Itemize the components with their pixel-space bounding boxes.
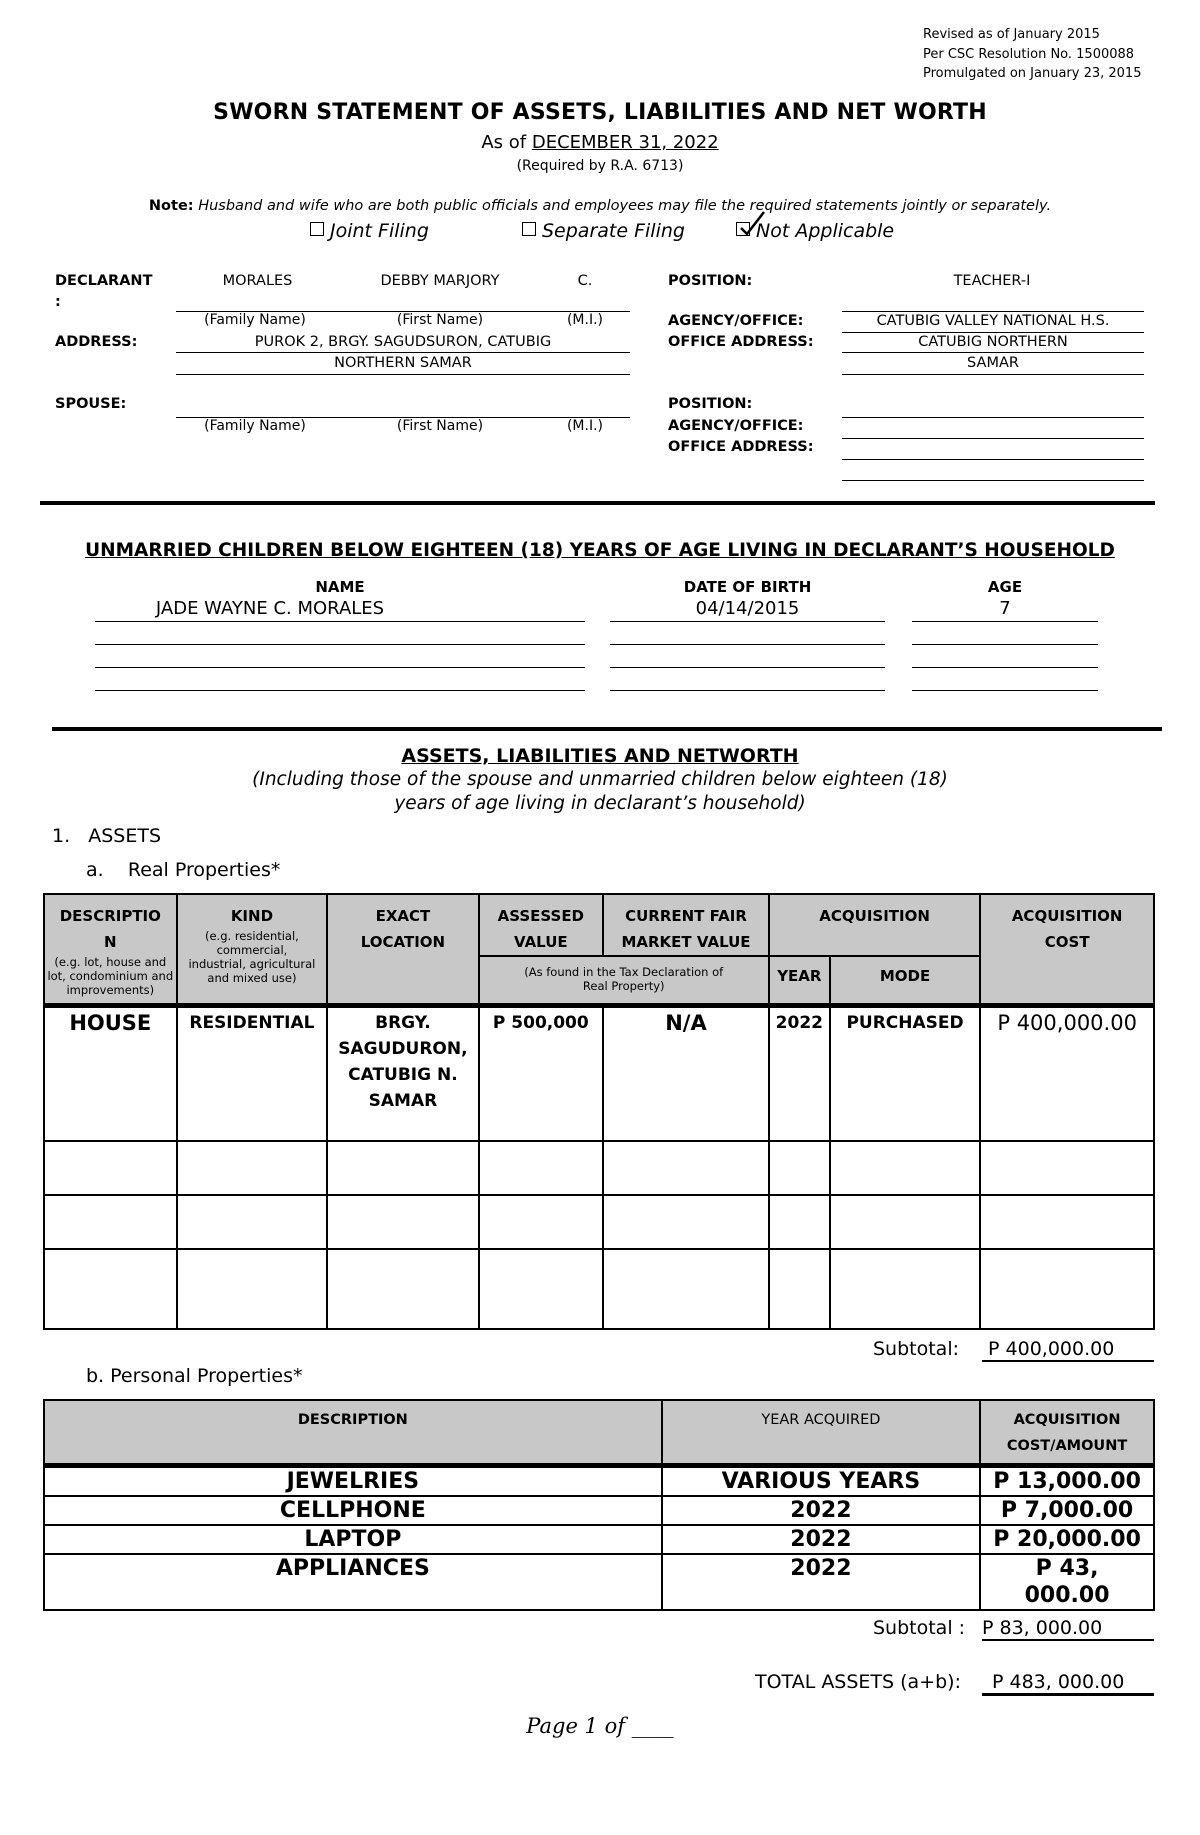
child-dob-header: DATE OF BIRTH (683, 578, 812, 596)
family-name-caption: (Family Name) (204, 312, 306, 328)
child-row-line (912, 667, 1098, 668)
real-year-header (769, 956, 830, 1005)
child-row-line (912, 621, 1098, 622)
declarant-colon: : (55, 294, 61, 310)
child-row-line (95, 621, 585, 622)
real-cost-header-line: ACQUISITION (1011, 907, 1123, 925)
table-row (44, 1465, 1154, 1496)
as-of-label: As of (481, 132, 527, 153)
real-kind-note: (e.g. residential, commercial, industrial, agricultural and mixed use) (188, 929, 316, 985)
note-label: Note: (148, 198, 194, 214)
as-of-value: DECEMBER 31, 2022 (531, 132, 719, 153)
children-heading: UNMARRIED CHILDREN BELOW EIGHTEEN (18) YEARS OF AGE LIVING IN DECLARANT’S HOUSEHOLD (85, 540, 1115, 561)
spouse-family-caption: (Family Name) (204, 418, 306, 434)
resolution-line: Per CSC Resolution No. 1500088 (923, 46, 1135, 62)
address-line-1: PUROK 2, BRGY. SAGUDSURON, CATUBIG (254, 334, 552, 350)
personal-desc-header (44, 1400, 662, 1465)
real-tax-note-line: Real Property) (582, 979, 665, 993)
assets-label: 1. ASSETS (52, 825, 162, 847)
joint-filing-label: Joint Filing (330, 220, 429, 242)
filing-note (0, 198, 1200, 214)
revision-line: Revised as of January 2015 (923, 27, 1100, 42)
personal-subtotal-value: P 83, 000.00 (982, 1617, 1154, 1641)
real-desc-header-line: N (104, 933, 117, 951)
section-divider (40, 501, 1155, 505)
total-assets-value: P 483, 000.00 (982, 1671, 1154, 1696)
as-of-date (0, 132, 1200, 153)
child-row-line (610, 690, 885, 691)
real-desc-header (44, 894, 177, 1005)
personal-cost: P 7,000.00 (980, 1496, 1154, 1525)
personal-desc-header-title: DESCRIPTION (297, 1412, 408, 1428)
personal-cost: P 20,000.00 (980, 1525, 1154, 1554)
page-title: SWORN STATEMENT OF ASSETS, LIABILITIES AND NET WORTH (213, 100, 987, 125)
personal-cost-header (980, 1400, 1154, 1465)
personal-year-header (662, 1400, 980, 1465)
address-underline (176, 374, 630, 375)
table-row (44, 1005, 1154, 1141)
child-row-line (610, 644, 885, 645)
assets-subheading (0, 768, 1200, 816)
personal-description: JEWELRIES (44, 1465, 662, 1496)
table-row (44, 1496, 1154, 1525)
not-applicable-label: Not Applicable (756, 220, 895, 242)
assets-subheading-line: (Including those of the spouse and unmarried children below eighteen (18) (252, 769, 948, 790)
real-kind-header (177, 894, 328, 1005)
real-acquisition-header-title: ACQUISITION (819, 907, 930, 925)
separate-filing-label: Separate Filing (542, 220, 685, 242)
real-year-header-title: YEAR (777, 967, 822, 985)
spouse-office-address-label: OFFICE ADDRESS: (668, 439, 814, 455)
real-properties-label: a. Real Properties* (86, 859, 281, 881)
checkbox-icon[interactable] (522, 222, 536, 236)
personal-year-header-title: YEAR ACQUIRED (761, 1412, 881, 1428)
address-underline (176, 352, 630, 353)
child-row-line (912, 690, 1098, 691)
child-name: JADE WAYNE C. MORALES (155, 598, 385, 619)
spouse-office-line (842, 480, 1144, 481)
revision-note (923, 25, 1141, 84)
child-age: 7 (999, 598, 1011, 619)
real-mode: PURCHASED (830, 1005, 981, 1141)
office-address-line-1: CATUBIG NORTHERN (918, 334, 1068, 350)
agency-underline (842, 332, 1144, 333)
spouse-position-label: POSITION: (668, 396, 753, 412)
personal-properties-table (43, 1399, 1155, 1611)
note-text: Husband and wife who are both public officials and employees may file the required statements jointly or separately. (193, 198, 1052, 214)
assets-liabilities-heading: ASSETS, LIABILITIES AND NETWORTH (401, 745, 799, 767)
personal-description: APPLIANCES (44, 1554, 662, 1610)
real-fmv-header-line: CURRENT FAIR (625, 907, 747, 925)
declarant-mi: C. (577, 273, 593, 289)
office-address-underline (842, 374, 1144, 375)
declarant-family-name: MORALES (222, 273, 293, 289)
spouse-first-caption: (First Name) (396, 418, 484, 434)
real-properties-table (43, 893, 1155, 1330)
spouse-mi-caption: (M.I.) (566, 418, 604, 434)
child-name-header: NAME (315, 578, 365, 596)
real-fmv: N/A (603, 1005, 769, 1141)
personal-properties-label: b. Personal Properties* (86, 1365, 303, 1387)
spouse-position-line (842, 417, 1144, 418)
child-row-line (912, 644, 1098, 645)
declarant-first-name: DEBBY MARJORY (380, 273, 500, 289)
required-by: (Required by R.A. 6713) (516, 158, 684, 174)
child-row-line (95, 690, 585, 691)
page-number: Page 1 of ____ (526, 1714, 674, 1738)
real-cost: P 400,000.00 (980, 1005, 1154, 1141)
real-kind: RESIDENTIAL (177, 1005, 328, 1141)
table-row (44, 1249, 1154, 1329)
child-row-line (610, 621, 885, 622)
spouse-agency-label: AGENCY/OFFICE: (668, 418, 804, 434)
real-assessed-header-line: ASSESSED (497, 907, 585, 925)
real-kind-header-title: KIND (230, 907, 274, 925)
personal-description: CELLPHONE (44, 1496, 662, 1525)
personal-cost-header-line: COST/AMOUNT (1006, 1438, 1128, 1454)
table-row (44, 1554, 1154, 1610)
personal-description: LAPTOP (44, 1525, 662, 1554)
child-row-line (95, 667, 585, 668)
position-label: POSITION: (668, 273, 753, 289)
real-fmv-header (603, 894, 769, 956)
real-subtotal-value: P 400,000.00 (982, 1338, 1154, 1362)
real-desc-header-line: DESCRIPTIO (59, 907, 161, 925)
real-location-header-line: LOCATION (360, 933, 446, 951)
office-address-label: OFFICE ADDRESS: (668, 334, 814, 350)
first-name-caption: (First Name) (396, 312, 484, 328)
child-row-line (610, 667, 885, 668)
personal-year: 2022 (662, 1525, 980, 1554)
child-row-line (95, 644, 585, 645)
spouse-office-line (842, 459, 1144, 460)
agency-label: AGENCY/OFFICE: (668, 313, 804, 329)
real-mode-header-title: MODE (879, 967, 931, 985)
personal-year: 2022 (662, 1496, 980, 1525)
personal-cost: P 13,000.00 (980, 1465, 1154, 1496)
mi-caption: (M.I.) (566, 312, 604, 328)
assets-subheading-line: years of age living in declarant’s household) (394, 793, 806, 814)
real-tax-note-line: (As found in the Tax Declaration of (524, 965, 724, 979)
real-subtotal-label: Subtotal: (873, 1338, 960, 1360)
promulgation-line: Promulgated on January 23, 2015 (923, 66, 1142, 81)
position-value: TEACHER-I (953, 273, 1031, 289)
declarant-label: DECLARANT (55, 273, 153, 289)
checkbox-icon[interactable] (310, 222, 324, 236)
separate-filing-option[interactable] (522, 220, 685, 242)
office-address-underline (842, 352, 1144, 353)
real-tax-note (479, 956, 769, 1005)
checkmark-icon (738, 208, 768, 238)
spouse-label: SPOUSE: (55, 396, 127, 412)
personal-year: 2022 (662, 1554, 980, 1610)
real-year: 2022 (769, 1005, 830, 1141)
agency-value: CATUBIG VALLEY NATIONAL H.S. (876, 313, 1110, 329)
real-cost-header (980, 894, 1154, 1005)
real-location: BRGY. SAGUDURON, CATUBIG N. SAMAR (327, 1005, 478, 1141)
table-row (44, 1141, 1154, 1195)
real-assessed-header-line: VALUE (513, 933, 568, 951)
real-acquisition-header (769, 894, 980, 956)
real-desc-note: (e.g. lot, house and lot, condominium and improvements) (47, 955, 174, 997)
real-cost-header-line: COST (1044, 933, 1090, 951)
child-age-header: AGE (987, 578, 1023, 596)
child-dob: 04/14/2015 (695, 598, 800, 619)
real-location-header (327, 894, 478, 1005)
address-line-2: NORTHERN SAMAR (334, 355, 472, 371)
real-location-header-line: EXACT (375, 907, 431, 925)
personal-year: VARIOUS YEARS (662, 1465, 980, 1496)
position-underline (842, 311, 1144, 312)
section-divider (52, 727, 1162, 731)
office-address-line-2: SAMAR (967, 355, 1019, 371)
spouse-agency-line (842, 438, 1144, 439)
real-assessed: P 500,000 (479, 1005, 604, 1141)
table-row (44, 1195, 1154, 1249)
real-fmv-header-line: MARKET VALUE (621, 933, 751, 951)
address-label: ADDRESS: (55, 334, 138, 350)
personal-subtotal-label: Subtotal : (873, 1617, 966, 1639)
table-row (44, 1525, 1154, 1554)
personal-cost-header-line: ACQUISITION (1013, 1412, 1121, 1428)
joint-filing-option[interactable] (310, 220, 429, 242)
real-mode-header (830, 956, 981, 1005)
real-assessed-header (479, 894, 604, 956)
personal-cost: P 43, 000.00 (980, 1554, 1154, 1610)
real-description: HOUSE (44, 1005, 177, 1141)
total-assets-label: TOTAL ASSETS (a+b): (755, 1671, 961, 1693)
